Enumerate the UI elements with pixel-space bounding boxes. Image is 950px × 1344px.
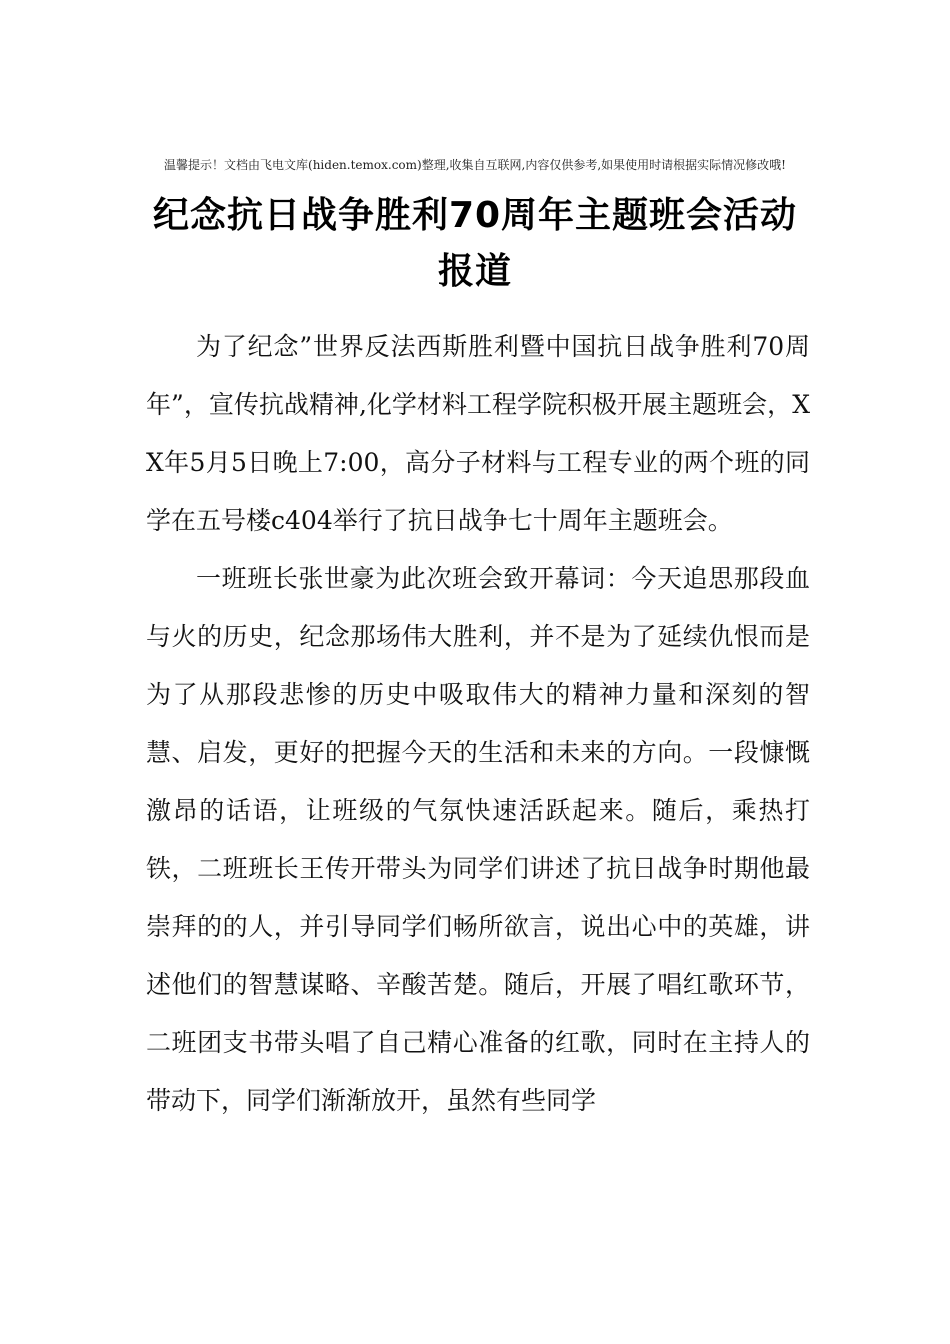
header-notice: 温馨提示！文档由飞电文库(hiden.temox.com)整理,收集自互联网,内容仅供参考,如果使用时请根据实际情况修改哦!	[164, 158, 786, 172]
paragraph: 为了纪念”世界反法西斯胜利暨中国抗日战争胜利70周年”，宣传抗战精神,化学材料工程学院积极开展主题班会，XX年5月5日晚上7:00，高分子材料与工程专业的两个班的同学在五号楼c404举行了抗日战争七十周年主题班会。	[146, 332, 810, 535]
paragraph: 一班班长张世豪为此次班会致开幕词：今天追思那段血与火的历史，纪念那场伟大胜利，并不是为了延续仇恨而是为了从那段悲惨的历史中吸取伟大的精神力量和深刻的智慧、启发，更好的把握今天的生活和未来的方向。一段慷慨激昂的话语，让班级的气氛快速活跃起来。随后，乘热打铁，二班班长王传开带头为同学们讲述了抗日战争时期他最崇拜的的人，并引导同学们畅所欲言，说出心中的英雄，讲述他们的智慧谋略、辛酸苦楚。随后，开展了唱红歌环节，二班团支书带头唱了自己精心准备的红歌，同时在主持人的带动下，同学们渐渐放开，虽然有些同学	[146, 564, 810, 1115]
document-body	[146, 318, 810, 1130]
document-title: 纪念抗日战争胜利70周年主题班会活动报道	[152, 195, 798, 292]
